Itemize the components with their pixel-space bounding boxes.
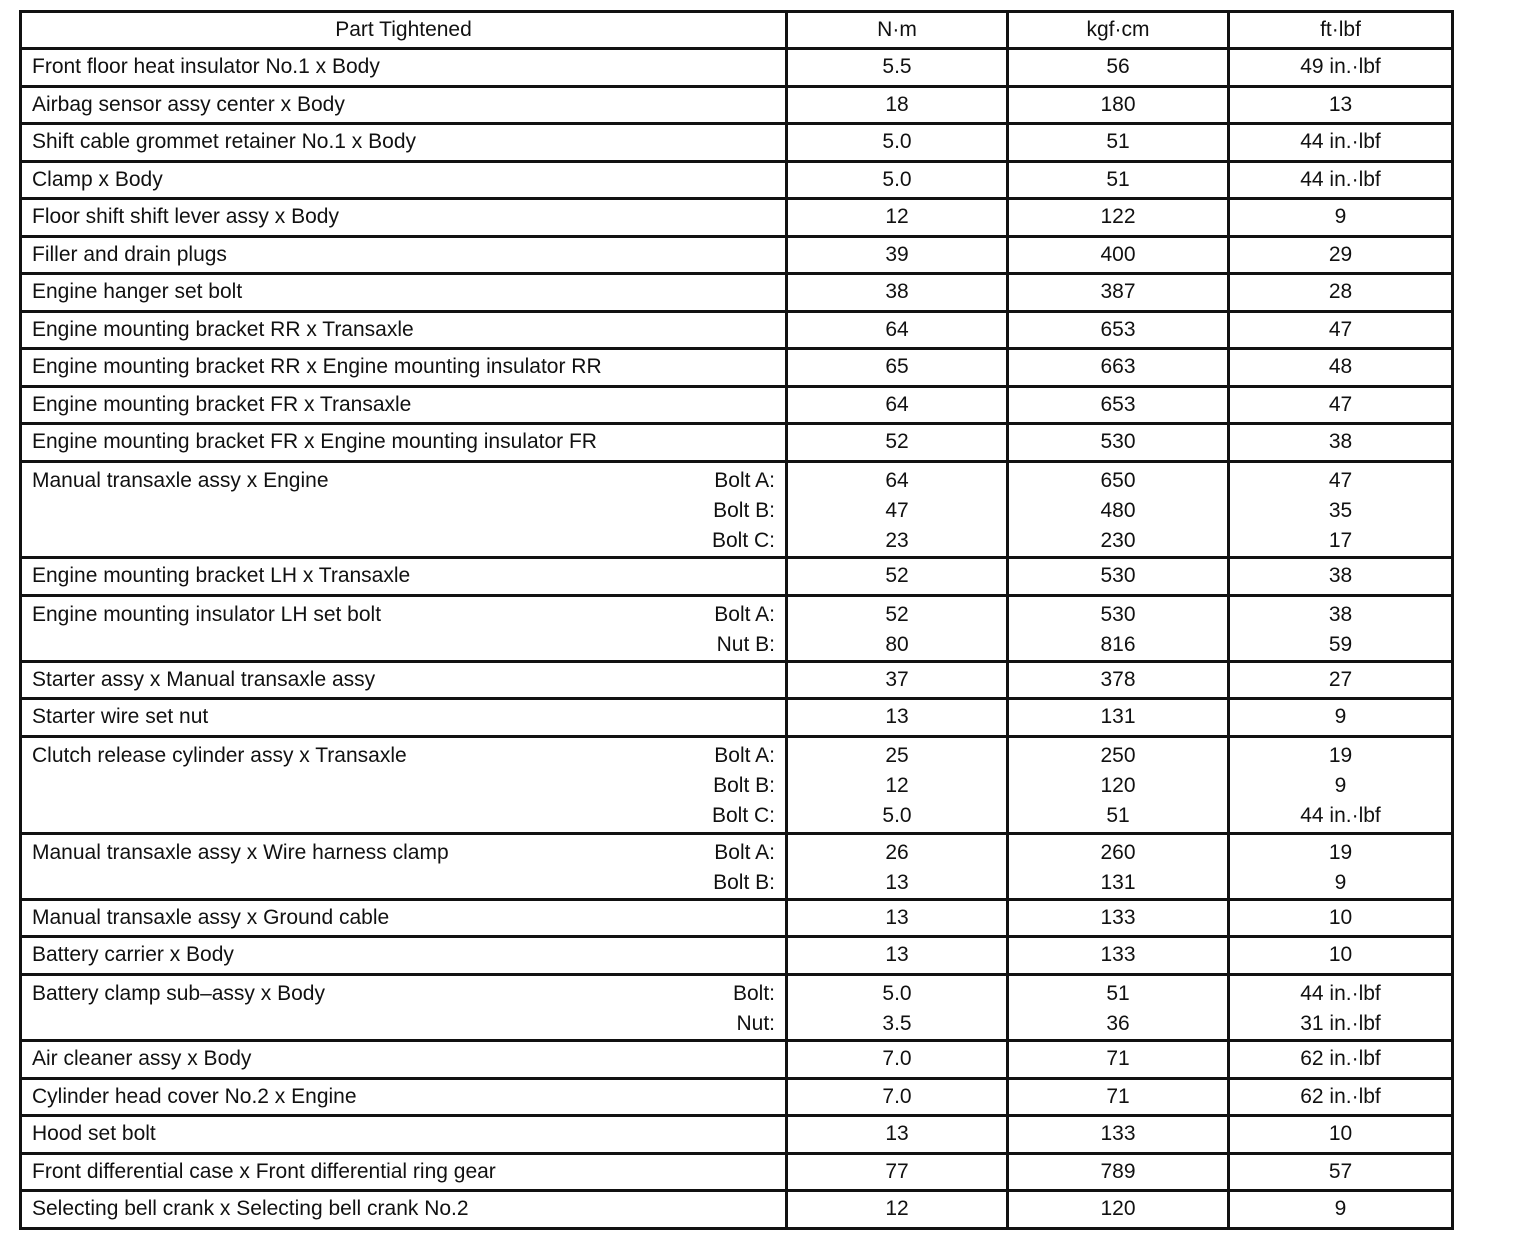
table-row (21, 311, 1453, 349)
part-name: Air cleaner assy x Body (32, 1047, 252, 1071)
kgf-value: 56 (1106, 55, 1130, 78)
ft-cell (1229, 974, 1453, 1040)
part-name: Starter wire set nut (32, 705, 209, 729)
nm-value: 47 (885, 498, 909, 522)
kgf-value: 480 (1100, 498, 1136, 522)
kgf-value: 133 (1100, 905, 1136, 929)
part-cell (21, 199, 787, 237)
ft-cell (1229, 558, 1453, 596)
fastener-label: Bolt C: (711, 528, 775, 552)
kgf-value: 133 (1100, 1122, 1136, 1146)
kgf-cell (1008, 199, 1229, 237)
part-cell (21, 595, 787, 661)
kgf-cell (1008, 349, 1229, 387)
part-name: Clutch release cylinder assy x Transaxle (32, 743, 407, 767)
ft-cell (1229, 161, 1453, 199)
nm-cell (787, 86, 1008, 124)
nm-cell (787, 49, 1008, 87)
part-cell (21, 349, 787, 387)
ft-value: 48 (1328, 355, 1353, 378)
header-row (21, 12, 1453, 49)
ft-value: 29 (1328, 242, 1353, 266)
table-row (21, 86, 1453, 124)
kgf-value: 250 (1100, 743, 1136, 767)
part-name: Engine mounting bracket FR x Transaxle (32, 392, 412, 416)
ft-cell (1229, 461, 1453, 558)
nm-value: 13 (885, 1122, 909, 1146)
kgf-value: 378 (1100, 667, 1136, 691)
kgf-value: 71 (1106, 1084, 1130, 1108)
ft-cell (1229, 236, 1453, 274)
nm-cell (787, 974, 1008, 1040)
kgf-cell (1008, 937, 1229, 975)
fastener-label: Bolt B: (713, 774, 775, 798)
fastener-label: Nut B: (716, 632, 775, 656)
ft-value: 44 in.·lbf (1300, 804, 1381, 828)
kgf-cell (1008, 736, 1229, 833)
ft-value: 59 (1328, 632, 1353, 656)
part-name: Engine hanger set bolt (32, 280, 243, 303)
ft-value: 62 in.·lbf (1300, 1047, 1381, 1071)
nm-value: 80 (885, 632, 909, 656)
ft-cell (1229, 1191, 1453, 1229)
part-cell (21, 974, 787, 1040)
table-row (21, 461, 1453, 558)
nm-cell (787, 199, 1008, 237)
part-name: Starter assy x Manual transaxle assy (32, 667, 376, 691)
kgf-value: 180 (1100, 92, 1136, 116)
part-name: Manual transaxle assy x Engine (32, 468, 329, 492)
part-cell (21, 424, 787, 462)
kgf-cell (1008, 161, 1229, 199)
kgf-cell (1008, 1078, 1229, 1116)
ft-cell (1229, 124, 1453, 162)
header-nm: N·m (787, 12, 1008, 49)
kgf-value: 120 (1100, 774, 1136, 798)
fastener-label: Bolt: (732, 981, 775, 1005)
kgf-value: 131 (1100, 870, 1136, 894)
fastener-label: Bolt C: (711, 804, 775, 828)
nm-cell (787, 1078, 1008, 1116)
part-name: Front floor heat insulator No.1 x Body (32, 55, 380, 78)
part-name: Battery clamp sub–assy x Body (32, 981, 325, 1005)
nm-cell (787, 124, 1008, 162)
part-name: Engine mounting insulator LH set bolt (32, 602, 382, 626)
part-cell (21, 386, 787, 424)
ft-cell (1229, 1153, 1453, 1191)
kgf-cell (1008, 124, 1229, 162)
ft-value: 27 (1328, 667, 1353, 691)
nm-cell (787, 236, 1008, 274)
nm-cell (787, 161, 1008, 199)
fastener-label: Bolt B: (713, 870, 775, 894)
ft-value: 38 (1328, 602, 1353, 626)
ft-cell (1229, 661, 1453, 699)
ft-value: 47 (1328, 317, 1353, 341)
ft-value: 57 (1328, 1159, 1353, 1183)
ft-cell (1229, 199, 1453, 237)
part-name: Front differential case x Front differential ring gear (32, 1159, 496, 1183)
part-cell (21, 1116, 787, 1154)
kgf-cell (1008, 386, 1229, 424)
kgf-value: 260 (1100, 840, 1136, 864)
ft-value: 19 (1328, 840, 1353, 864)
kgf-value: 131 (1100, 705, 1136, 729)
part-cell (21, 236, 787, 274)
table-row (21, 937, 1453, 975)
header-kgf: kgf·cm (1008, 12, 1229, 49)
kgf-value: 530 (1100, 564, 1136, 588)
table-row (21, 899, 1453, 937)
part-cell (21, 461, 787, 558)
nm-value: 5.0 (882, 804, 912, 828)
part-cell (21, 558, 787, 596)
ft-cell (1229, 49, 1453, 87)
table-row (21, 699, 1453, 737)
nm-value: 52 (885, 602, 909, 626)
ft-value: 9 (1334, 774, 1347, 798)
fastener-label: Nut: (736, 1012, 775, 1036)
nm-value: 26 (885, 840, 909, 864)
table-row (21, 386, 1453, 424)
ft-cell (1229, 899, 1453, 937)
part-cell (21, 833, 787, 899)
kgf-value: 530 (1100, 430, 1136, 453)
nm-cell (787, 937, 1008, 975)
ft-cell (1229, 1078, 1453, 1116)
ft-value: 44 in.·lbf (1300, 167, 1381, 191)
nm-cell (787, 1153, 1008, 1191)
kgf-value: 653 (1100, 317, 1136, 341)
part-cell (21, 937, 787, 975)
nm-value: 5.0 (882, 167, 912, 191)
kgf-value: 230 (1100, 528, 1136, 552)
kgf-value: 122 (1100, 205, 1136, 228)
nm-cell (787, 1191, 1008, 1229)
table-row (21, 736, 1453, 833)
nm-value: 12 (885, 205, 909, 228)
kgf-value: 530 (1100, 602, 1136, 626)
part-name: Airbag sensor assy center x Body (32, 92, 345, 116)
ft-cell (1229, 736, 1453, 833)
nm-value: 52 (885, 430, 909, 453)
table-row (21, 595, 1453, 661)
kgf-cell (1008, 311, 1229, 349)
part-cell (21, 699, 787, 737)
part-name: Selecting bell crank x Selecting bell crank No.2 (32, 1197, 469, 1221)
ft-value: 10 (1328, 943, 1353, 967)
kgf-cell (1008, 1041, 1229, 1079)
ft-value: 10 (1328, 905, 1353, 929)
kgf-cell (1008, 461, 1229, 558)
kgf-value: 51 (1106, 130, 1130, 153)
kgf-value: 51 (1106, 804, 1130, 828)
fastener-label: Bolt A: (714, 840, 775, 864)
kgf-value: 400 (1100, 242, 1136, 266)
kgf-value: 653 (1100, 392, 1136, 416)
table-row (21, 833, 1453, 899)
nm-value: 5.0 (882, 981, 912, 1005)
ft-value: 17 (1328, 528, 1353, 552)
nm-value: 52 (885, 564, 909, 588)
nm-value: 7.0 (882, 1047, 912, 1071)
kgf-cell (1008, 1191, 1229, 1229)
table-row (21, 199, 1453, 237)
ft-value: 38 (1328, 564, 1353, 588)
part-cell (21, 1078, 787, 1116)
nm-cell (787, 311, 1008, 349)
nm-cell (787, 274, 1008, 312)
part-name: Hood set bolt (32, 1122, 156, 1146)
part-name: Engine mounting bracket RR x Engine mounting insulator RR (32, 355, 602, 378)
part-cell (21, 899, 787, 937)
ft-cell (1229, 349, 1453, 387)
nm-cell (787, 595, 1008, 661)
table-row (21, 1116, 1453, 1154)
ft-value: 38 (1328, 430, 1353, 453)
part-name: Manual transaxle assy x Ground cable (32, 905, 390, 929)
ft-value: 28 (1328, 280, 1353, 303)
kgf-value: 133 (1100, 943, 1136, 967)
nm-value: 5.0 (882, 130, 912, 153)
nm-value: 39 (885, 242, 909, 266)
kgf-cell (1008, 558, 1229, 596)
part-cell (21, 661, 787, 699)
nm-value: 77 (885, 1159, 909, 1183)
kgf-value: 387 (1100, 280, 1136, 303)
header-ft: ft·lbf (1229, 12, 1453, 49)
nm-cell (787, 461, 1008, 558)
kgf-cell (1008, 595, 1229, 661)
nm-value: 12 (885, 1197, 909, 1221)
nm-cell (787, 386, 1008, 424)
kgf-cell (1008, 86, 1229, 124)
part-name: Cylinder head cover No.2 x Engine (32, 1084, 357, 1108)
ft-cell (1229, 595, 1453, 661)
table-row (21, 424, 1453, 462)
ft-value: 47 (1328, 392, 1353, 416)
part-cell (21, 49, 787, 87)
nm-value: 64 (885, 392, 909, 416)
nm-value: 13 (885, 943, 909, 967)
kgf-cell (1008, 1153, 1229, 1191)
part-cell (21, 86, 787, 124)
fastener-label: Bolt A: (714, 743, 775, 767)
part-cell (21, 1041, 787, 1079)
kgf-cell (1008, 661, 1229, 699)
part-name: Shift cable grommet retainer No.1 x Body (32, 130, 417, 153)
part-cell (21, 736, 787, 833)
ft-cell (1229, 274, 1453, 312)
torque-specification-table (19, 10, 1454, 1230)
nm-value: 18 (885, 92, 909, 116)
kgf-value: 120 (1100, 1197, 1136, 1221)
ft-cell (1229, 833, 1453, 899)
table-row (21, 1078, 1453, 1116)
nm-value: 7.0 (882, 1084, 912, 1108)
nm-value: 65 (885, 355, 909, 378)
table-row (21, 161, 1453, 199)
nm-cell (787, 899, 1008, 937)
nm-value: 23 (885, 528, 909, 552)
part-name: Engine mounting bracket RR x Transaxle (32, 317, 414, 341)
kgf-value: 816 (1100, 632, 1136, 656)
kgf-cell (1008, 899, 1229, 937)
kgf-value: 71 (1106, 1047, 1130, 1071)
ft-cell (1229, 311, 1453, 349)
nm-value: 13 (885, 870, 909, 894)
kgf-cell (1008, 974, 1229, 1040)
kgf-cell (1008, 274, 1229, 312)
table-body (21, 49, 1453, 1229)
kgf-value: 650 (1100, 468, 1136, 492)
table-row (21, 661, 1453, 699)
kgf-cell (1008, 833, 1229, 899)
fastener-label: Bolt B: (713, 498, 775, 522)
part-cell (21, 161, 787, 199)
nm-value: 13 (885, 905, 909, 929)
ft-value: 47 (1328, 468, 1353, 492)
part-name: Floor shift shift lever assy x Body (32, 205, 339, 228)
table-row (21, 349, 1453, 387)
fastener-label: Bolt A: (714, 602, 775, 626)
ft-cell (1229, 699, 1453, 737)
ft-value: 13 (1328, 92, 1353, 116)
table-row (21, 1153, 1453, 1191)
nm-cell (787, 736, 1008, 833)
ft-value: 44 in.·lbf (1300, 981, 1381, 1005)
ft-cell (1229, 937, 1453, 975)
ft-cell (1229, 1116, 1453, 1154)
nm-cell (787, 1116, 1008, 1154)
kgf-cell (1008, 49, 1229, 87)
table-row (21, 1041, 1453, 1079)
nm-cell (787, 558, 1008, 596)
part-cell (21, 1153, 787, 1191)
kgf-cell (1008, 699, 1229, 737)
fastener-label: Bolt A: (714, 468, 775, 492)
nm-cell (787, 424, 1008, 462)
ft-cell (1229, 86, 1453, 124)
kgf-cell (1008, 236, 1229, 274)
table-row (21, 124, 1453, 162)
part-cell (21, 124, 787, 162)
kgf-value: 663 (1100, 355, 1136, 378)
part-cell (21, 311, 787, 349)
ft-value: 9 (1334, 1197, 1347, 1221)
ft-cell (1229, 1041, 1453, 1079)
nm-cell (787, 833, 1008, 899)
part-name: Filler and drain plugs (32, 242, 227, 266)
kgf-value: 51 (1106, 167, 1130, 191)
part-cell (21, 1191, 787, 1229)
kgf-cell (1008, 424, 1229, 462)
ft-value: 19 (1328, 743, 1353, 767)
nm-cell (787, 1041, 1008, 1079)
nm-cell (787, 349, 1008, 387)
ft-value: 31 in.·lbf (1300, 1012, 1381, 1036)
table-row (21, 974, 1453, 1040)
part-name: Engine mounting bracket FR x Engine mounting insulator FR (32, 430, 597, 453)
table-row (21, 1191, 1453, 1229)
ft-value: 9 (1334, 205, 1347, 228)
ft-value: 44 in.·lbf (1300, 130, 1381, 153)
part-name: Clamp x Body (32, 167, 163, 191)
nm-value: 64 (885, 317, 909, 341)
ft-cell (1229, 386, 1453, 424)
nm-value: 5.5 (882, 55, 912, 78)
nm-value: 37 (885, 667, 909, 691)
ft-value: 49 in.·lbf (1300, 55, 1381, 78)
kgf-value: 36 (1106, 1012, 1130, 1036)
ft-value: 35 (1328, 498, 1353, 522)
header-part: Part Tightened (21, 12, 787, 49)
ft-value: 10 (1328, 1122, 1353, 1146)
kgf-cell (1008, 1116, 1229, 1154)
table-row (21, 274, 1453, 312)
table-row (21, 558, 1453, 596)
ft-value: 9 (1334, 705, 1347, 729)
table-row (21, 236, 1453, 274)
nm-value: 13 (885, 705, 909, 729)
nm-value: 3.5 (882, 1012, 912, 1036)
part-name: Engine mounting bracket LH x Transaxle (32, 564, 411, 588)
nm-value: 12 (885, 774, 909, 798)
table-row (21, 49, 1453, 87)
nm-cell (787, 661, 1008, 699)
nm-value: 25 (885, 743, 909, 767)
kgf-value: 789 (1100, 1159, 1136, 1183)
part-name: Manual transaxle assy x Wire harness clamp (32, 840, 449, 864)
kgf-value: 51 (1106, 981, 1130, 1005)
nm-value: 64 (885, 468, 909, 492)
nm-cell (787, 699, 1008, 737)
nm-value: 38 (885, 280, 909, 303)
ft-value: 9 (1334, 870, 1347, 894)
part-cell (21, 274, 787, 312)
ft-cell (1229, 424, 1453, 462)
ft-value: 62 in.·lbf (1300, 1084, 1381, 1108)
part-name: Battery carrier x Body (32, 943, 234, 967)
